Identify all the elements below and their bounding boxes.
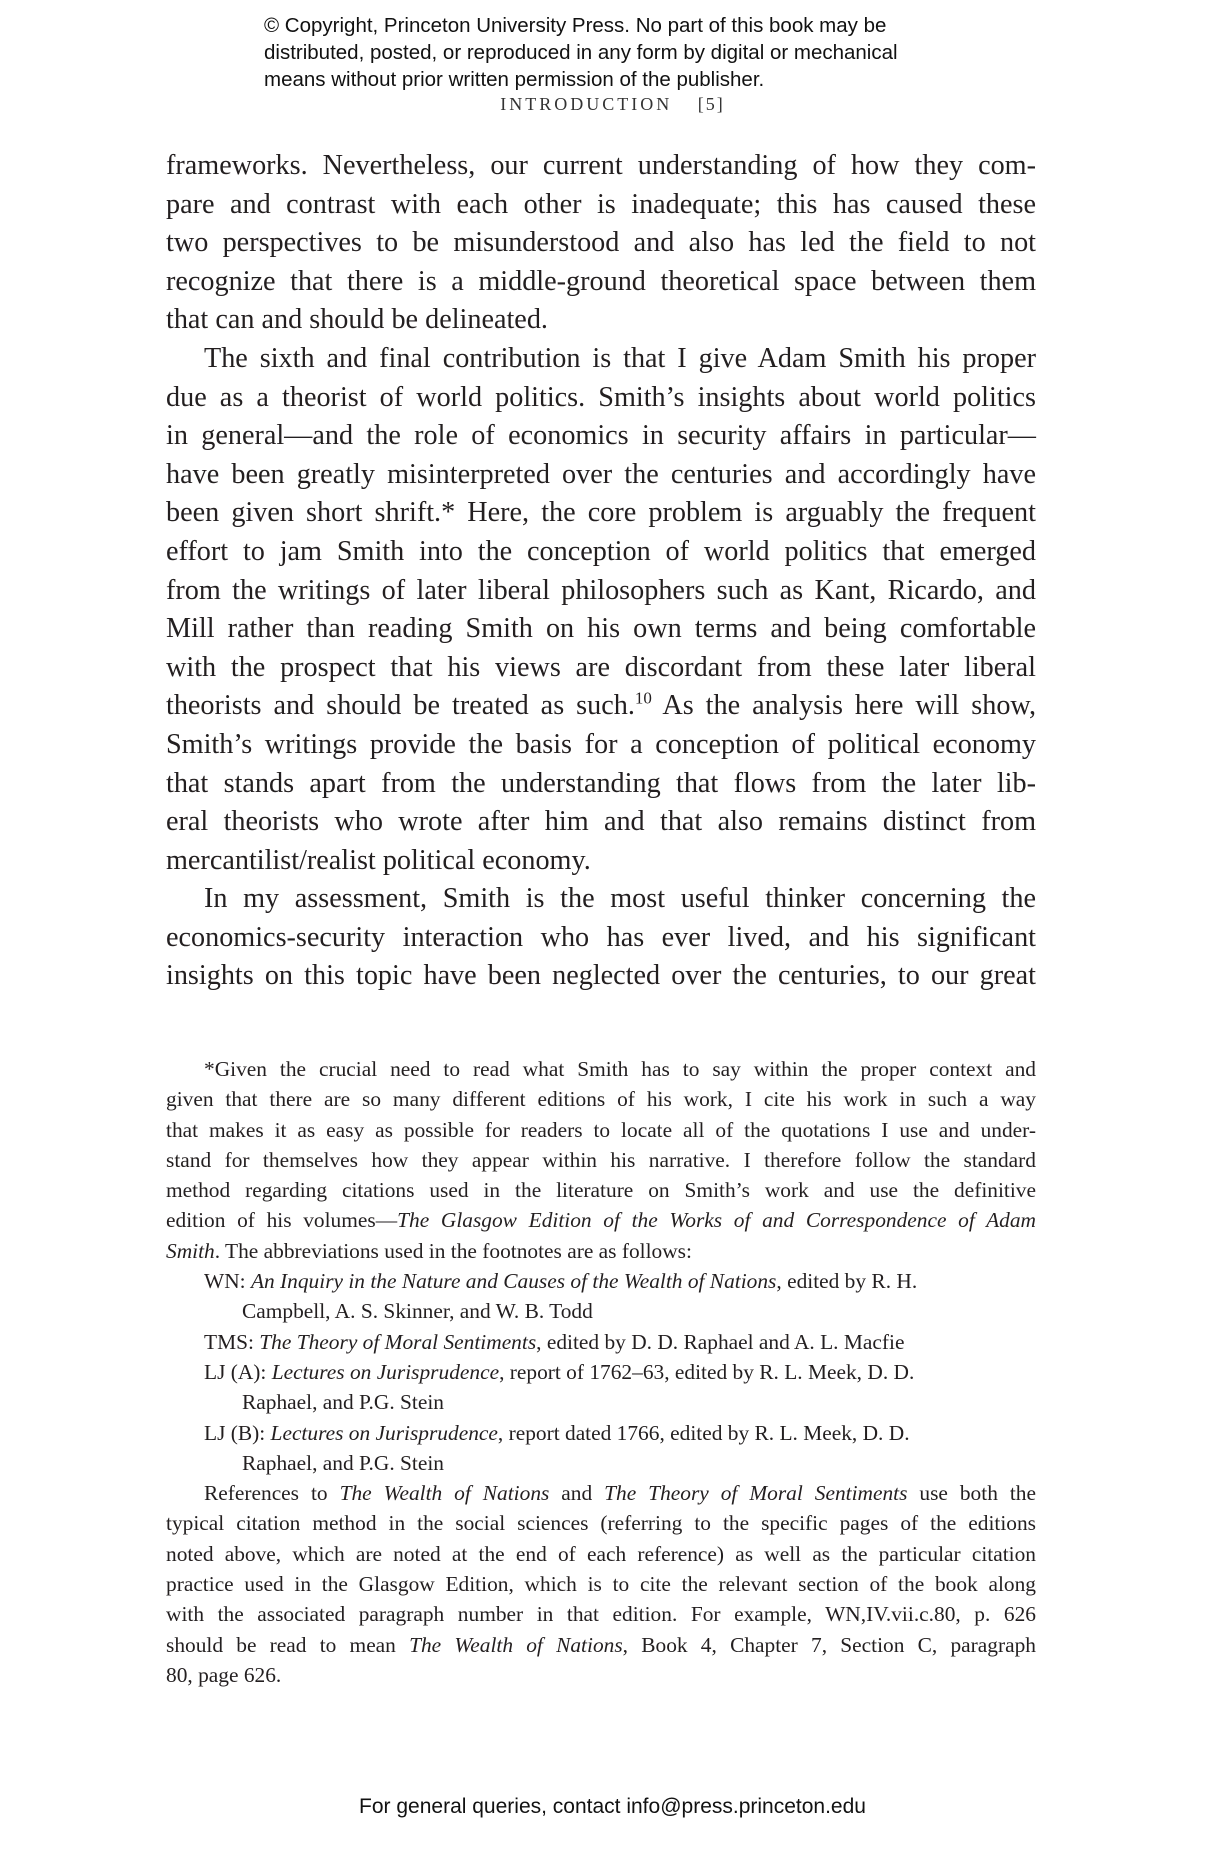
abbreviation-label: TMS: xyxy=(204,1329,260,1354)
text-line: effort to jam Smith into the conception of world politics that emerged xyxy=(166,535,1036,567)
footnote-line: given that there are so many different editions of his work, I cite his work in such a way xyxy=(166,1087,1036,1112)
text-line: due as a theorist of world politics. Smith’s insights about world politics xyxy=(166,381,1036,413)
footnote-line: practice used in the Glasgow Edition, which is to cite the relevant section of the book along xyxy=(166,1572,1036,1597)
abbreviation-continuation: Campbell, A. S. Skinner, and W. B. Todd xyxy=(242,1299,593,1324)
page-number: [5] xyxy=(697,94,725,114)
text-fragment: theorists and should be treated as such. xyxy=(166,690,635,722)
footnote-line xyxy=(166,1236,1036,1266)
abbreviation-entry xyxy=(166,1266,1036,1296)
footnote-line: 80, page 626. xyxy=(166,1662,282,1687)
running-head xyxy=(0,94,1225,115)
main-text xyxy=(166,147,1036,996)
text-fragment: , report of 1762–63, edited by R. L. Meek, D. D. xyxy=(499,1359,915,1384)
copyright-line: © Copyright, Princeton University Press. No part of this book may be xyxy=(264,14,887,37)
abbreviation-continuation: Raphael, and P.G. Stein xyxy=(242,1450,444,1475)
footnote-line xyxy=(166,1478,1036,1508)
book-title: An Inquiry in the Nature and Causes of the Wealth of Nations xyxy=(250,1269,777,1294)
abbreviation-label: LJ (B): xyxy=(204,1420,271,1445)
footnote-line: method regarding citations used in the literature on Smith’s work and use the definitive xyxy=(166,1178,1036,1203)
abbreviation-entry xyxy=(166,1327,1036,1357)
running-head-section: INTRODUCTION xyxy=(500,94,673,114)
footnote xyxy=(166,1054,1036,1690)
copyright-line: means without prior written permission of the publisher. xyxy=(264,68,765,91)
text-line: two perspectives to be misunderstood and also has led the field to not xyxy=(166,227,1036,259)
book-title: Smith xyxy=(166,1238,215,1263)
paragraph xyxy=(166,147,1036,340)
text-line: Mill rather than reading Smith on his own terms and being comfortable xyxy=(166,613,1036,645)
book-title: Lectures on Jurisprudence xyxy=(271,1359,500,1384)
text-line: been given short shrift.* Here, the core problem is arguably the frequent xyxy=(166,497,1036,529)
copyright-line: distributed, posted, or reproduced in any form by digital or mechanical xyxy=(264,41,898,64)
text-fragment: , Book 4, Chapter 7, Section C, paragraph xyxy=(622,1632,1036,1657)
paragraph xyxy=(166,340,1036,880)
text-line: recognize that there is a middle-ground theoretical space between them xyxy=(166,265,1036,297)
text-line: have been greatly misinterpreted over the centuries and accordingly have xyxy=(166,458,1036,490)
book-title: The Theory of Moral Sentiments xyxy=(259,1329,537,1354)
footnote-line: noted above, which are noted at the end of each reference) as well as the particular citation xyxy=(166,1541,1036,1566)
footnote-line: *Given the crucial need to read what Smith has to say within the proper context and xyxy=(204,1057,1036,1081)
text-fragment: . The abbreviations used in the footnotes are as follows: xyxy=(214,1238,692,1263)
text-line: that stands apart from the understanding that flows from the later lib- xyxy=(166,767,1036,799)
text-fragment: As the analysis here will show, xyxy=(651,690,1036,722)
abbreviation-label: WN: xyxy=(204,1269,251,1294)
endnote-ref-10[interactable]: 10 xyxy=(634,688,652,708)
text-line xyxy=(166,687,1036,726)
text-line: eral theorists who wrote after him and that also remains distinct from xyxy=(166,806,1036,838)
footnote-line xyxy=(166,1205,1036,1235)
text-line: Smith’s writings provide the basis for a conception of political economy xyxy=(166,728,1036,760)
text-line: frameworks. Nevertheless, our current understanding of how they com- xyxy=(166,150,1036,181)
abbreviation-entry xyxy=(166,1418,1036,1448)
abbreviation-entry xyxy=(166,1357,1036,1387)
text-line: from the writings of later liberal philosophers such as Kant, Ricardo, and xyxy=(166,574,1036,606)
paragraph xyxy=(166,880,1036,996)
abbreviation-label: LJ (A): xyxy=(204,1359,272,1384)
text-line: The sixth and final contribution is that I give Adam Smith his proper xyxy=(204,342,1036,374)
contact-notice: For general queries, contact info@press.princeton.edu xyxy=(359,1795,866,1818)
footnote-line: with the associated paragraph number in that edition. For example, WN,IV.vii.c.80, p. 626 xyxy=(166,1602,1036,1627)
text-fragment: edition of his volumes— xyxy=(166,1208,398,1233)
book-title: The Glasgow Edition of the Works of and Correspondence of Adam xyxy=(397,1208,1036,1233)
footnote-line: that makes it as easy as possible for readers to locate all of the quotations I use and under- xyxy=(166,1117,1036,1142)
book-title: The Theory of Moral Sentiments xyxy=(604,1481,908,1506)
book-title: The Wealth of Nations xyxy=(409,1632,623,1657)
text-fragment: and xyxy=(549,1481,605,1506)
footnote-line xyxy=(166,1630,1036,1660)
text-line: pare and contrast with each other is inadequate; this has caused these xyxy=(166,188,1036,220)
text-line: In my assessment, Smith is the most useful thinker concerning the xyxy=(204,883,1036,915)
text-fragment: , report dated 1766, edited by R. L. Meek, D. D. xyxy=(497,1420,910,1445)
text-line: with the prospect that his views are discordant from these later liberal xyxy=(166,651,1036,683)
text-line: economics-security interaction who has ever lived, and his significant xyxy=(166,921,1036,953)
text-line: that can and should be delineated. xyxy=(166,304,548,336)
abbreviation-continuation: Raphael, and P.G. Stein xyxy=(242,1390,444,1415)
book-title: Lectures on Jurisprudence xyxy=(270,1420,498,1445)
text-fragment: , edited by R. H. xyxy=(776,1269,918,1294)
text-fragment: use both the xyxy=(907,1481,1036,1506)
footnote-line: stand for themselves how they appear within his narrative. I therefore follow the standard xyxy=(166,1147,1036,1172)
text-line: insights on this topic have been neglected over the centuries, to our great xyxy=(166,960,1036,992)
text-line: mercantilist/realist political economy. xyxy=(166,844,591,876)
book-title: The Wealth of Nations xyxy=(339,1481,550,1506)
footnote-line: typical citation method in the social sciences (referring to the specific pages of the editions xyxy=(166,1511,1036,1536)
text-fragment: References to xyxy=(204,1481,340,1506)
text-fragment: should be read to mean xyxy=(166,1632,410,1657)
text-line: in general—and the role of economics in security affairs in particular— xyxy=(166,420,1036,452)
text-fragment: , edited by D. D. Raphael and A. L. Macfie xyxy=(536,1329,905,1354)
copyright-notice xyxy=(264,12,984,93)
